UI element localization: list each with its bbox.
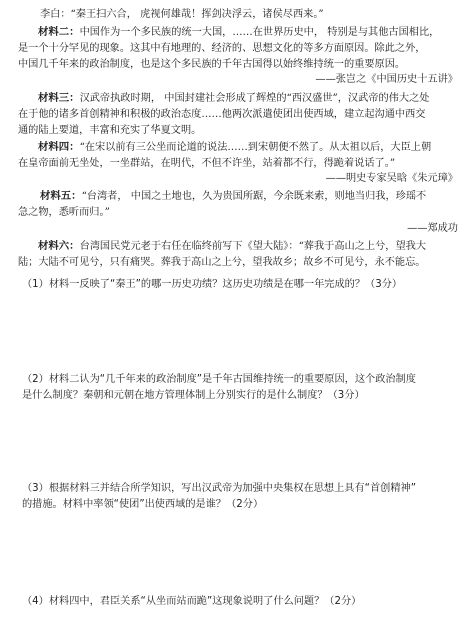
material-two-source: ——张岂之《中国历史十五讲》 [315, 74, 458, 85]
material-two-line-1: 材料二：中国作为一个多民族的统一大国，……在世界历史中， 特别是与其他古国相比， [38, 26, 440, 38]
material-five-line-1: 材料五：“台湾者， 中国之土地也，久为贵国所踞，今余既来索，则地当归我，珍瑶不 [40, 190, 427, 202]
material-two-line-2: 是一个十分罕见的现象。这其中有地理的、经济的、思想文化的等多方面原因。除此之外， [18, 43, 426, 54]
question-2-line-1: （2）材料二认为“几千年来的政治制度”是千年古国维持统一的重要原因，这个政治制度 [22, 374, 416, 385]
material-four-line-1: 材料四：“在宋以前有三公坐而论道的说法……到宋朝便不然了。从太祖以后，大臣上朝 [38, 141, 432, 153]
material-six-label: 材料六： [38, 240, 80, 252]
material-four-source: ——明史专家吴晗《朱元璋》 [325, 173, 458, 184]
material-one-quote: 李白：“秦王扫六合， 虎视何雄哉！挥剑决浮云，诸侯尽西来。” [40, 9, 324, 20]
material-four-line-2: 在皇帝面前无坐处，一坐群站，在明代，不但不许坐，站着都不行，得跪着说话了。” [18, 158, 396, 169]
material-three-line-1: 材料三：汉武帝执政时期， 中国封建社会形成了辉煌的“西汉盛世”，汉武帝的伟大之处 [38, 92, 430, 104]
question-4: （4）材料四中，君臣关系“从坐而站而跪”这现象说明了什么问题？（2分） [22, 596, 362, 607]
material-three-line-3: 通的陆上要道，丰富和充实了华夏文明。 [18, 125, 202, 136]
material-three-label: 材料三： [38, 92, 80, 104]
material-two-label: 材料二： [38, 26, 80, 38]
material-six-line-1: 材料六：台湾国民党元老于右任在临终前写下《望大陆》：“葬我于高山之上兮，望我大 [38, 240, 427, 252]
question-1: （1）材料一反映了“秦王”的哪一历史功绩？这历史功绩是在哪一年完成的？（3分） [22, 279, 403, 290]
material-three-line-2: 在于他的诸多首创精神和积极的政治态度……他两次派遣使团出使西域，建立起沟通中西交 [18, 109, 426, 120]
material-six-line-2: 陆；大陆不可见兮，只有痛哭。葬我于高山之上兮，望我故乡；故乡不可见兮，永不能忘。 [18, 257, 426, 268]
material-four-label: 材料四： [38, 141, 80, 153]
material-two-line-3: 中国几千年来的政治制度，也是这个多民族的千年古国得以始终维持统一的重要原因。 [18, 59, 406, 70]
material-five-label: 材料五： [40, 190, 82, 202]
question-2-line-2: 是什么制度？秦朝和元朝在地方管理体制上分别实行的是什么制度？（3分） [22, 390, 365, 401]
question-3-line-1: （3）根据材料三并结合所学知识，写出汉武帝为加强中央集权在思想上具有“首创精神” [22, 483, 416, 494]
material-five-source: ——郑成功 [407, 223, 458, 234]
question-3-line-2: 的措施。材料中率领“使团”出使西域的是谁？（2分） [22, 499, 264, 510]
material-five-line-2: 急之物，悉听而归。” [18, 207, 110, 218]
